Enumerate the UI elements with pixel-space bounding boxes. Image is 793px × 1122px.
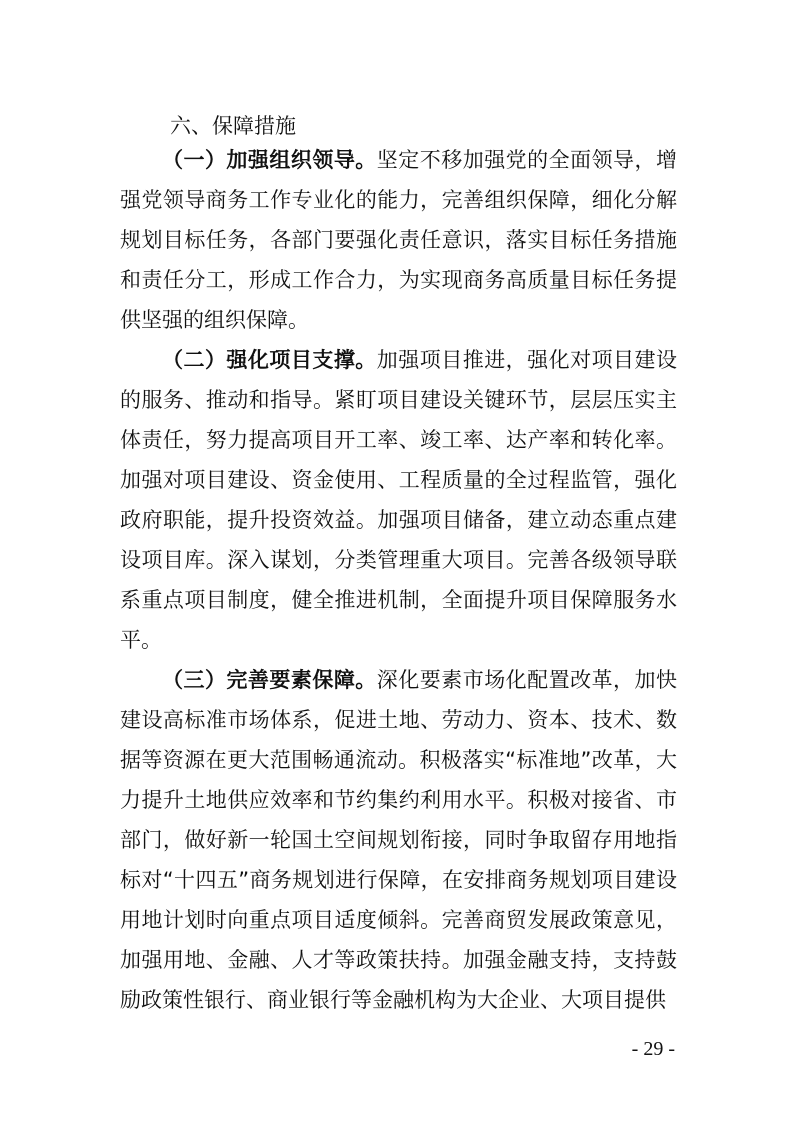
section-heading: 六、保障措施 bbox=[170, 114, 296, 138]
paragraph-body-text: 深化要素市场化配置改革，加快建设高标准市场体系，促进土地、劳动力、资本、技术、数据等资源在更大范围畅通流动。积极落实“标准地”改革，大力提升土地供应效率和节约集约利用水平。积极对接省、市部门，做好新一轮国土空间规划衔接，同时争取留存用地指标对“十四五”商务规划进行保障，在安排商务规划项目建设用地计划时向重点项目适度倾斜。完善商贸发展政策意见，加强用地、金融、人才等政策扶持。加强金融支持，支持鼓励政策性银行、商业银行等金融机构为大企业、大项目提供 bbox=[120, 668, 678, 1012]
paragraph-lead-title: （二）强化项目支撑。 bbox=[162, 348, 377, 372]
paragraph-lead-title: （一）加强组织领导。 bbox=[162, 148, 377, 172]
paragraph-project-support bbox=[120, 340, 677, 660]
paragraph-organization-leadership bbox=[120, 140, 677, 340]
paragraph-factor-guarantee bbox=[120, 660, 677, 1020]
paragraph-lead-title: （三）完善要素保障。 bbox=[162, 668, 377, 692]
paragraph-body-text: 坚定不移加强党的全面领导，增强党领导商务工作专业化的能力，完善组织保障，细化分解规划目标任务，各部门要强化责任意识，落实目标任务措施和责任分工，形成工作合力，为实现商务高质量目标任务提供坚强的组织保障。 bbox=[120, 148, 678, 332]
paragraph-body-text: 加强项目推进，强化对项目建设的服务、推动和指导。紧盯项目建设关键环节，层层压实主体责任，努力提高项目开工率、竣工率、达产率和转化率。加强对项目建设、资金使用、工程质量的全过程监管，强化政府职能，提升投资效益。加强项目储备，建立动态重点建设项目库。深入谋划，分类管理重大项目。完善各级领导联系重点项目制度，健全推进机制，全面提升项目保障服务水平。 bbox=[120, 348, 678, 652]
page-number: - 29 - bbox=[631, 1038, 675, 1060]
